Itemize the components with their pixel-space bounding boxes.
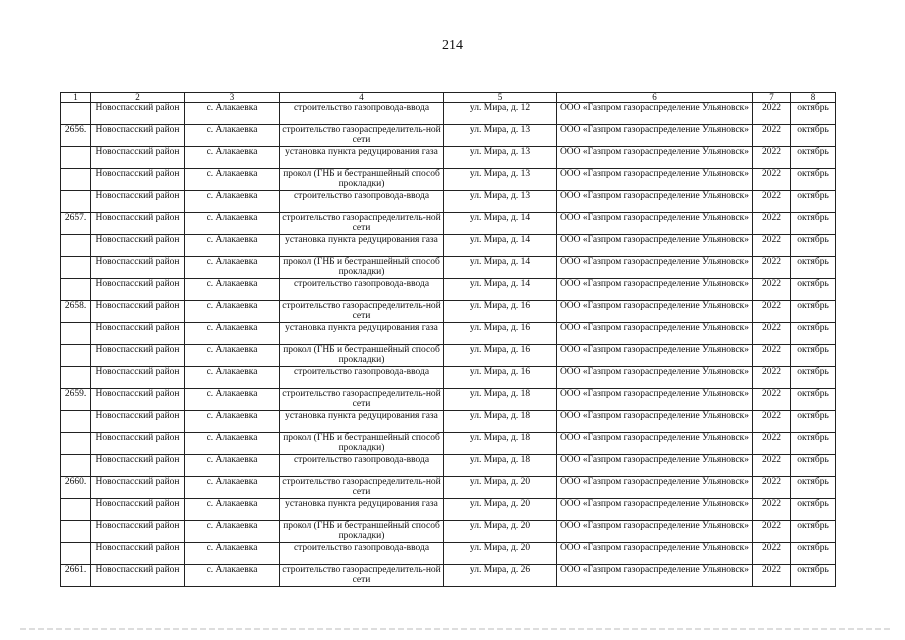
district-cell: Новоспасский район: [91, 279, 185, 301]
row-number-cell: 2658.: [61, 301, 91, 323]
district-cell: Новоспасский район: [91, 389, 185, 411]
settlement-cell: с. Алакаевка: [185, 411, 280, 433]
header-cell: 5: [444, 93, 557, 103]
organization-cell: ООО «Газпром газораспределение Ульяновск»: [557, 389, 753, 411]
year-cell: 2022: [753, 125, 791, 147]
district-cell: Новоспасский район: [91, 125, 185, 147]
row-number-cell: [61, 543, 91, 565]
table-row: [61, 191, 836, 213]
organization-cell: ООО «Газпром газораспределение Ульяновск»: [557, 565, 753, 587]
settlement-cell: с. Алакаевка: [185, 499, 280, 521]
table-row: [61, 147, 836, 169]
table-row: [61, 301, 836, 323]
organization-cell: ООО «Газпром газораспределение Ульяновск»: [557, 499, 753, 521]
row-number-cell: 2656.: [61, 125, 91, 147]
table-row: [61, 125, 836, 147]
table-row: [61, 257, 836, 279]
row-number-cell: [61, 147, 91, 169]
organization-cell: ООО «Газпром газораспределение Ульяновск»: [557, 147, 753, 169]
month-cell: октябрь: [791, 323, 836, 345]
work-type-cell: прокол (ГНБ и бестраншейный способ прокладки): [280, 521, 444, 543]
header-cell: 6: [557, 93, 753, 103]
row-number-cell: [61, 257, 91, 279]
settlement-cell: с. Алакаевка: [185, 103, 280, 125]
address-cell: ул. Мира, д. 14: [444, 257, 557, 279]
month-cell: октябрь: [791, 235, 836, 257]
work-type-cell: строительство газопровода-ввода: [280, 455, 444, 477]
year-cell: 2022: [753, 521, 791, 543]
address-cell: ул. Мира, д. 18: [444, 455, 557, 477]
settlement-cell: с. Алакаевка: [185, 565, 280, 587]
work-type-cell: прокол (ГНБ и бестраншейный способ прокладки): [280, 169, 444, 191]
year-cell: 2022: [753, 213, 791, 235]
month-cell: октябрь: [791, 213, 836, 235]
table-row: [61, 499, 836, 521]
work-type-cell: прокол (ГНБ и бестраншейный способ прокладки): [280, 345, 444, 367]
address-cell: ул. Мира, д. 18: [444, 433, 557, 455]
address-cell: ул. Мира, д. 18: [444, 411, 557, 433]
month-cell: октябрь: [791, 147, 836, 169]
row-number-cell: [61, 411, 91, 433]
address-cell: ул. Мира, д. 18: [444, 389, 557, 411]
address-cell: ул. Мира, д. 20: [444, 521, 557, 543]
month-cell: октябрь: [791, 455, 836, 477]
settlement-cell: с. Алакаевка: [185, 367, 280, 389]
row-number-cell: 2657.: [61, 213, 91, 235]
row-number-cell: 2661.: [61, 565, 91, 587]
work-type-cell: строительство газораспределитель-ной сети: [280, 301, 444, 323]
organization-cell: ООО «Газпром газораспределение Ульяновск»: [557, 301, 753, 323]
row-number-cell: [61, 169, 91, 191]
month-cell: октябрь: [791, 301, 836, 323]
work-type-cell: установка пункта редуцирования газа: [280, 147, 444, 169]
month-cell: октябрь: [791, 169, 836, 191]
work-type-cell: строительство газораспределитель-ной сети: [280, 477, 444, 499]
work-type-cell: строительство газораспределитель-ной сети: [280, 213, 444, 235]
year-cell: 2022: [753, 169, 791, 191]
work-type-cell: установка пункта редуцирования газа: [280, 499, 444, 521]
organization-cell: ООО «Газпром газораспределение Ульяновск»: [557, 521, 753, 543]
settlement-cell: с. Алакаевка: [185, 455, 280, 477]
year-cell: 2022: [753, 455, 791, 477]
organization-cell: ООО «Газпром газораспределение Ульяновск»: [557, 235, 753, 257]
district-cell: Новоспасский район: [91, 543, 185, 565]
organization-cell: ООО «Газпром газораспределение Ульяновск»: [557, 213, 753, 235]
organization-cell: ООО «Газпром газораспределение Ульяновск»: [557, 345, 753, 367]
district-cell: Новоспасский район: [91, 103, 185, 125]
settlement-cell: с. Алакаевка: [185, 191, 280, 213]
month-cell: октябрь: [791, 125, 836, 147]
organization-cell: ООО «Газпром газораспределение Ульяновск»: [557, 257, 753, 279]
month-cell: октябрь: [791, 103, 836, 125]
work-type-cell: строительство газопровода-ввода: [280, 279, 444, 301]
table-row: [61, 103, 836, 125]
table-row: [61, 411, 836, 433]
month-cell: октябрь: [791, 279, 836, 301]
year-cell: 2022: [753, 565, 791, 587]
settlement-cell: с. Алакаевка: [185, 301, 280, 323]
district-cell: Новоспасский район: [91, 169, 185, 191]
district-cell: Новоспасский район: [91, 191, 185, 213]
organization-cell: ООО «Газпром газораспределение Ульяновск»: [557, 169, 753, 191]
address-cell: ул. Мира, д. 14: [444, 279, 557, 301]
district-cell: Новоспасский район: [91, 565, 185, 587]
organization-cell: ООО «Газпром газораспределение Ульяновск»: [557, 477, 753, 499]
table-row: [61, 367, 836, 389]
row-number-cell: [61, 235, 91, 257]
work-type-cell: строительство газораспределитель-ной сети: [280, 565, 444, 587]
row-number-cell: [61, 323, 91, 345]
works-table: [60, 92, 836, 587]
district-cell: Новоспасский район: [91, 147, 185, 169]
year-cell: 2022: [753, 323, 791, 345]
year-cell: 2022: [753, 367, 791, 389]
district-cell: Новоспасский район: [91, 411, 185, 433]
header-cell: 7: [753, 93, 791, 103]
row-number-cell: [61, 499, 91, 521]
year-cell: 2022: [753, 191, 791, 213]
address-cell: ул. Мира, д. 20: [444, 499, 557, 521]
organization-cell: ООО «Газпром газораспределение Ульяновск»: [557, 433, 753, 455]
organization-cell: ООО «Газпром газораспределение Ульяновск»: [557, 103, 753, 125]
year-cell: 2022: [753, 103, 791, 125]
table-row: [61, 279, 836, 301]
scan-edge-artifact: [20, 628, 890, 630]
row-number-cell: 2660.: [61, 477, 91, 499]
row-number-cell: 2659.: [61, 389, 91, 411]
address-cell: ул. Мира, д. 13: [444, 169, 557, 191]
page-number: 214: [442, 38, 463, 53]
row-number-cell: [61, 191, 91, 213]
table-body: [61, 103, 836, 587]
month-cell: октябрь: [791, 477, 836, 499]
row-number-cell: [61, 455, 91, 477]
settlement-cell: с. Алакаевка: [185, 125, 280, 147]
work-type-cell: строительство газопровода-ввода: [280, 191, 444, 213]
address-cell: ул. Мира, д. 13: [444, 147, 557, 169]
row-number-cell: [61, 103, 91, 125]
work-type-cell: строительство газопровода-ввода: [280, 543, 444, 565]
work-type-cell: прокол (ГНБ и бестраншейный способ прокладки): [280, 257, 444, 279]
table-row: [61, 521, 836, 543]
year-cell: 2022: [753, 279, 791, 301]
district-cell: Новоспасский район: [91, 367, 185, 389]
organization-cell: ООО «Газпром газораспределение Ульяновск»: [557, 279, 753, 301]
address-cell: ул. Мира, д. 20: [444, 477, 557, 499]
header-cell: 2: [91, 93, 185, 103]
settlement-cell: с. Алакаевка: [185, 433, 280, 455]
row-number-cell: [61, 279, 91, 301]
work-type-cell: строительство газопровода-ввода: [280, 103, 444, 125]
year-cell: 2022: [753, 499, 791, 521]
month-cell: октябрь: [791, 411, 836, 433]
header-cell: 1: [61, 93, 91, 103]
month-cell: октябрь: [791, 499, 836, 521]
organization-cell: ООО «Газпром газораспределение Ульяновск»: [557, 455, 753, 477]
address-cell: ул. Мира, д. 12: [444, 103, 557, 125]
work-type-cell: установка пункта редуцирования газа: [280, 411, 444, 433]
organization-cell: ООО «Газпром газораспределение Ульяновск»: [557, 543, 753, 565]
header-cell: 8: [791, 93, 836, 103]
address-cell: ул. Мира, д. 16: [444, 301, 557, 323]
month-cell: октябрь: [791, 543, 836, 565]
address-cell: ул. Мира, д. 13: [444, 125, 557, 147]
header-cell: 3: [185, 93, 280, 103]
work-type-cell: установка пункта редуцирования газа: [280, 235, 444, 257]
address-cell: ул. Мира, д. 14: [444, 235, 557, 257]
settlement-cell: с. Алакаевка: [185, 521, 280, 543]
district-cell: Новоспасский район: [91, 301, 185, 323]
organization-cell: ООО «Газпром газораспределение Ульяновск»: [557, 125, 753, 147]
district-cell: Новоспасский район: [91, 235, 185, 257]
organization-cell: ООО «Газпром газораспределение Ульяновск»: [557, 191, 753, 213]
row-number-cell: [61, 345, 91, 367]
year-cell: 2022: [753, 147, 791, 169]
settlement-cell: с. Алакаевка: [185, 323, 280, 345]
district-cell: Новоспасский район: [91, 213, 185, 235]
table-row: [61, 323, 836, 345]
work-type-cell: строительство газораспределитель-ной сети: [280, 125, 444, 147]
year-cell: 2022: [753, 235, 791, 257]
settlement-cell: с. Алакаевка: [185, 345, 280, 367]
address-cell: ул. Мира, д. 16: [444, 345, 557, 367]
table-row: [61, 433, 836, 455]
district-cell: Новоспасский район: [91, 323, 185, 345]
settlement-cell: с. Алакаевка: [185, 389, 280, 411]
table-row: [61, 543, 836, 565]
organization-cell: ООО «Газпром газораспределение Ульяновск»: [557, 411, 753, 433]
month-cell: октябрь: [791, 191, 836, 213]
table-row: [61, 345, 836, 367]
year-cell: 2022: [753, 257, 791, 279]
month-cell: октябрь: [791, 433, 836, 455]
month-cell: октябрь: [791, 565, 836, 587]
row-number-cell: [61, 367, 91, 389]
year-cell: 2022: [753, 433, 791, 455]
settlement-cell: с. Алакаевка: [185, 147, 280, 169]
work-type-cell: установка пункта редуцирования газа: [280, 323, 444, 345]
settlement-cell: с. Алакаевка: [185, 477, 280, 499]
settlement-cell: с. Алакаевка: [185, 169, 280, 191]
month-cell: октябрь: [791, 345, 836, 367]
month-cell: октябрь: [791, 367, 836, 389]
work-type-cell: строительство газораспределитель-ной сети: [280, 389, 444, 411]
settlement-cell: с. Алакаевка: [185, 235, 280, 257]
year-cell: 2022: [753, 345, 791, 367]
address-cell: ул. Мира, д. 16: [444, 323, 557, 345]
table-header-row: [61, 93, 836, 103]
work-type-cell: строительство газопровода-ввода: [280, 367, 444, 389]
address-cell: ул. Мира, д. 13: [444, 191, 557, 213]
table-row: [61, 565, 836, 587]
month-cell: октябрь: [791, 257, 836, 279]
district-cell: Новоспасский район: [91, 499, 185, 521]
district-cell: Новоспасский район: [91, 257, 185, 279]
work-type-cell: прокол (ГНБ и бестраншейный способ прокладки): [280, 433, 444, 455]
month-cell: октябрь: [791, 521, 836, 543]
address-cell: ул. Мира, д. 20: [444, 543, 557, 565]
table-row: [61, 477, 836, 499]
district-cell: Новоспасский район: [91, 455, 185, 477]
address-cell: ул. Мира, д. 26: [444, 565, 557, 587]
table-row: [61, 455, 836, 477]
header-cell: 4: [280, 93, 444, 103]
address-cell: ул. Мира, д. 14: [444, 213, 557, 235]
organization-cell: ООО «Газпром газораспределение Ульяновск»: [557, 367, 753, 389]
district-cell: Новоспасский район: [91, 477, 185, 499]
table-row: [61, 389, 836, 411]
settlement-cell: с. Алакаевка: [185, 257, 280, 279]
settlement-cell: с. Алакаевка: [185, 543, 280, 565]
year-cell: 2022: [753, 411, 791, 433]
table-row: [61, 169, 836, 191]
table-row: [61, 213, 836, 235]
organization-cell: ООО «Газпром газораспределение Ульяновск»: [557, 323, 753, 345]
year-cell: 2022: [753, 301, 791, 323]
district-cell: Новоспасский район: [91, 345, 185, 367]
row-number-cell: [61, 433, 91, 455]
address-cell: ул. Мира, д. 16: [444, 367, 557, 389]
district-cell: Новоспасский район: [91, 433, 185, 455]
district-cell: Новоспасский район: [91, 521, 185, 543]
month-cell: октябрь: [791, 389, 836, 411]
year-cell: 2022: [753, 477, 791, 499]
settlement-cell: с. Алакаевка: [185, 213, 280, 235]
year-cell: 2022: [753, 543, 791, 565]
year-cell: 2022: [753, 389, 791, 411]
row-number-cell: [61, 521, 91, 543]
settlement-cell: с. Алакаевка: [185, 279, 280, 301]
table-row: [61, 235, 836, 257]
